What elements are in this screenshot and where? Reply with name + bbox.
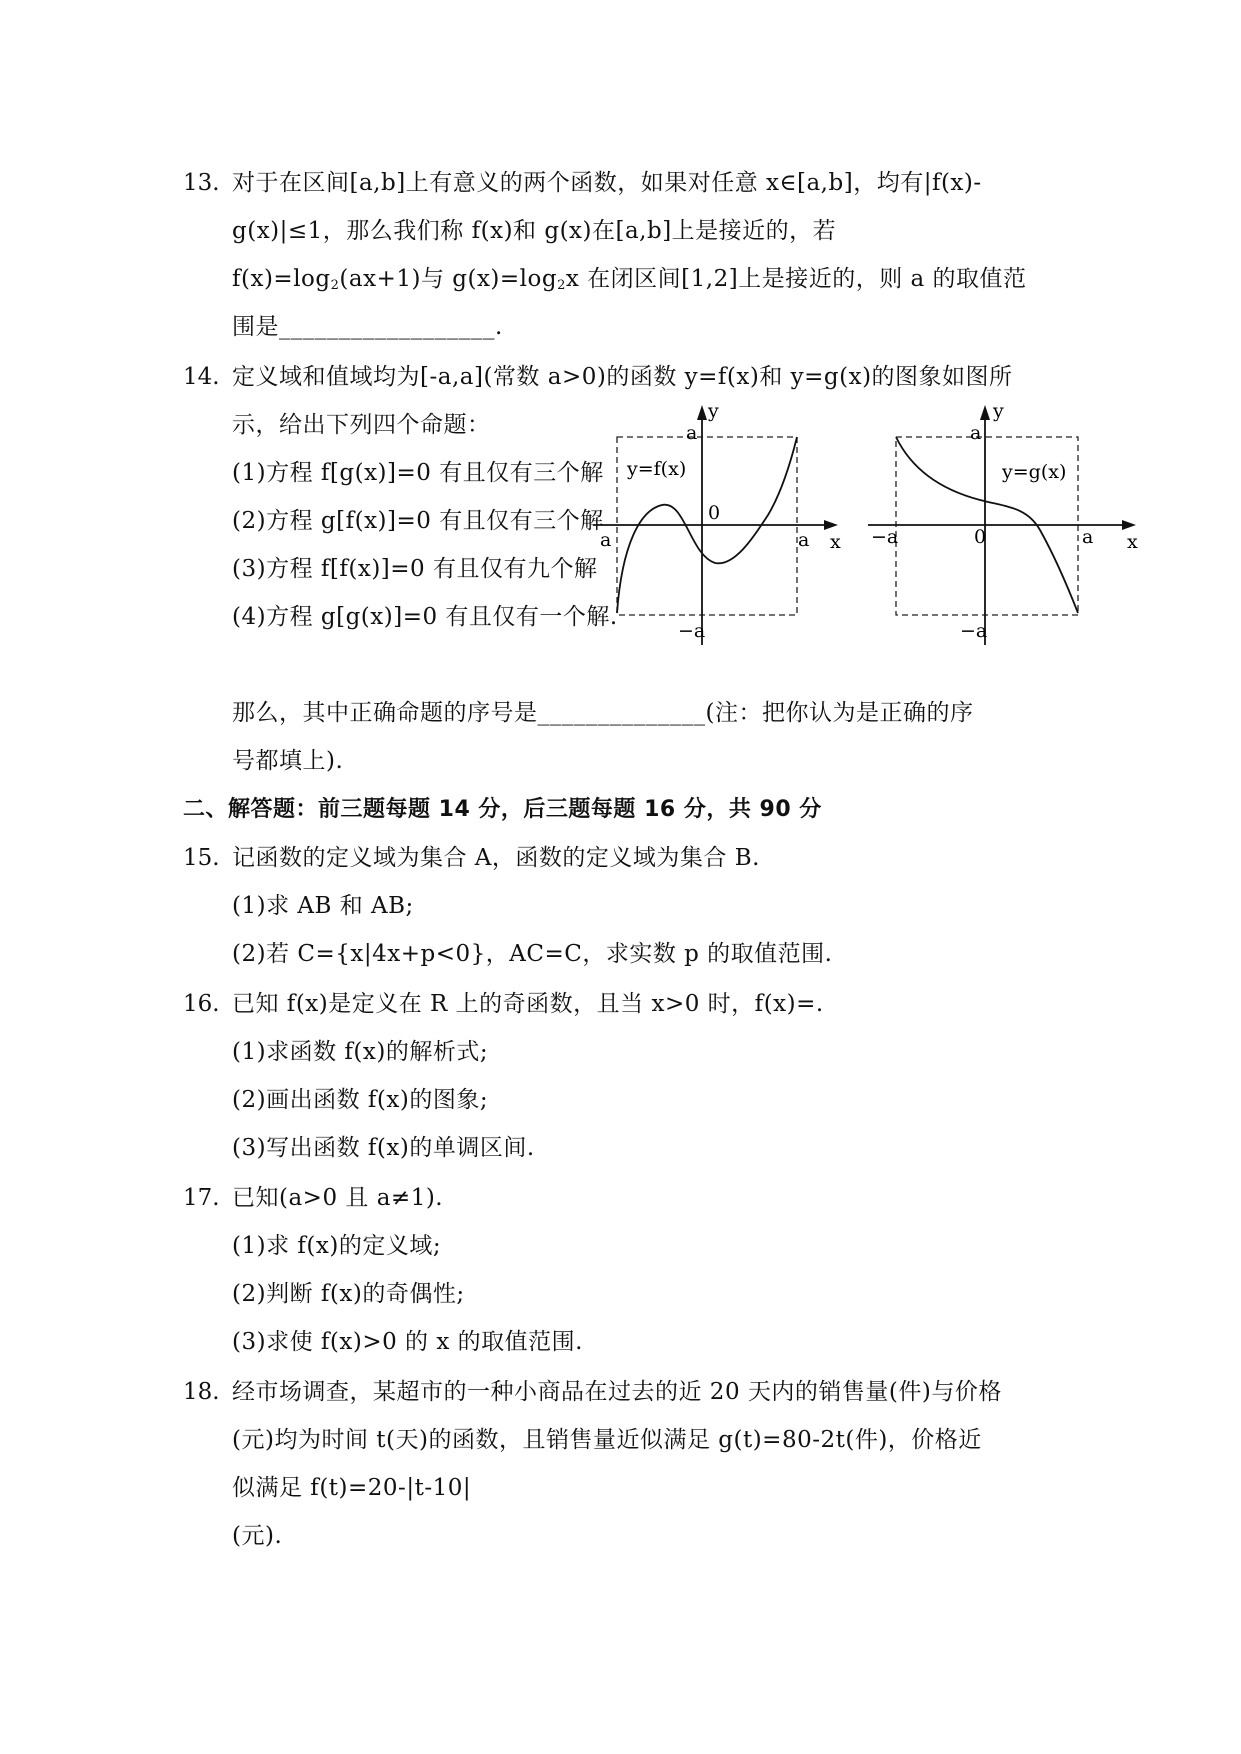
question-18-number: 18. [183, 1379, 220, 1405]
question-18-line-1: 经市场调查，某超市的一种小商品在过去的近 20 天内的销售量(件)与价格 [232, 1379, 1002, 1405]
graph-g-right-a: a [1082, 526, 1094, 548]
graph-g-y-label: y [993, 400, 1004, 422]
graph-g-x-label: x [1127, 531, 1138, 553]
graph-g-y-arrow-icon [980, 405, 990, 420]
question-18-line-3: 似满足 f(t)=20-|t-10| [232, 1475, 472, 1501]
question-15-part-2: (2)若 C={x|4x+p<0}，AC=C，求实数 p 的取值范围. [232, 941, 833, 967]
graph-f-function-label: y=f(x) [627, 458, 687, 480]
graph-f-x-arrow-icon [824, 520, 838, 530]
question-16-number: 16. [183, 991, 220, 1017]
graph-f-top-a: a [686, 422, 698, 444]
q13-l3-part-b: (ax+1)与 g(x)=log [339, 266, 558, 292]
question-15-number: 15. [183, 845, 220, 871]
graph-g-x-arrow-icon [1122, 520, 1136, 530]
proposition-1: (1)方程 f[g(x)]=0 有且仅有三个解 [232, 460, 604, 486]
question-13-line-2: g(x)|≤1，那么我们称 f(x)和 g(x)在[a,b]上是接近的，若 [232, 218, 837, 244]
question-13-number: 13. [183, 170, 220, 196]
question-17-part-2: (2)判断 f(x)的奇偶性; [232, 1281, 465, 1307]
q13-l3-sub-2: 2 [557, 278, 566, 293]
graph-f-y-arrow-icon [697, 405, 707, 420]
question-18-line-2: (元)均为时间 t(天)的函数，且销售量近似满足 g(t)=80-2t(件)，价格近 [232, 1427, 982, 1453]
question-14-number: 14. [183, 364, 220, 390]
graph-f-left-a: a [600, 529, 612, 551]
proposition-3: (3)方程 f[f(x)]=0 有且仅有九个解 [232, 556, 598, 582]
question-13-line-4: 围是__________________. [232, 314, 503, 340]
graph-f-y-label: y [708, 400, 719, 422]
question-16-part-2: (2)画出函数 f(x)的图象; [232, 1087, 489, 1113]
q13-l3-part-c: x 在闭区间[1,2]上是接近的，则 a 的取值范 [565, 266, 1027, 292]
q13-l3-part-a: f(x)=log [232, 266, 331, 292]
proposition-4: (4)方程 g[g(x)]=0 有且仅有一个解. [232, 604, 618, 630]
question-14-line-3: 那么，其中正确命题的序号是______________(注：把你认为是正确的序 [232, 700, 974, 726]
question-15-part-1: (1)求 AB 和 AB; [232, 893, 414, 919]
question-18-line-4: (元). [232, 1523, 283, 1549]
graph-f-origin: 0 [708, 502, 721, 524]
question-14-line-1: 定义域和值域均为[-a,a](常数 a>0)的函数 y=f(x)和 y=g(x)的图象如图所 [232, 364, 1013, 390]
graph-f [590, 395, 850, 650]
question-14-line-4: 号都填上). [232, 748, 344, 774]
graph-f-x-label: x [830, 531, 841, 553]
graph-g-bottom-a: −a [960, 620, 988, 642]
q13-l3-sub-1: 2 [330, 278, 340, 293]
graph-f-right-a: a [798, 529, 810, 551]
question-17-part-3: (3)求使 f(x)>0 的 x 的取值范围. [232, 1329, 583, 1355]
graph-g-function-label: y=g(x) [1002, 461, 1067, 483]
question-17-number: 17. [183, 1185, 220, 1211]
proposition-2: (2)方程 g[f(x)]=0 有且仅有三个解 [232, 508, 604, 534]
question-13-line-1: 对于在区间[a,b]上有意义的两个函数，如果对任意 x∈[a,b]，均有|f(x)- [232, 170, 982, 196]
section-2-heading: 二、解答题：前三题每题 14 分，后三题每题 16 分，共 90 分 [183, 797, 822, 822]
graph-f-bottom-a: −a [678, 620, 706, 642]
question-16-part-3: (3)写出函数 f(x)的单调区间. [232, 1135, 535, 1161]
question-16-line-1: 已知 f(x)是定义在 R 上的奇函数，且当 x>0 时，f(x)=. [232, 991, 824, 1017]
graph-g [862, 395, 1152, 650]
question-17-part-1: (1)求 f(x)的定义域; [232, 1233, 442, 1259]
question-15-line-1: 记函数的定义域为集合 A，函数的定义域为集合 B. [232, 845, 760, 871]
question-16-part-1: (1)求函数 f(x)的解析式; [232, 1039, 489, 1065]
question-14-line-2: 示，给出下列四个命题： [232, 412, 491, 438]
graph-g-origin: 0 [974, 526, 987, 548]
graph-g-top-a: a [970, 422, 982, 444]
question-17-line-1: 已知(a>0 且 a≠1). [232, 1185, 444, 1211]
graph-g-left-a: −a [871, 526, 899, 548]
question-13-line-3 [232, 264, 1027, 294]
